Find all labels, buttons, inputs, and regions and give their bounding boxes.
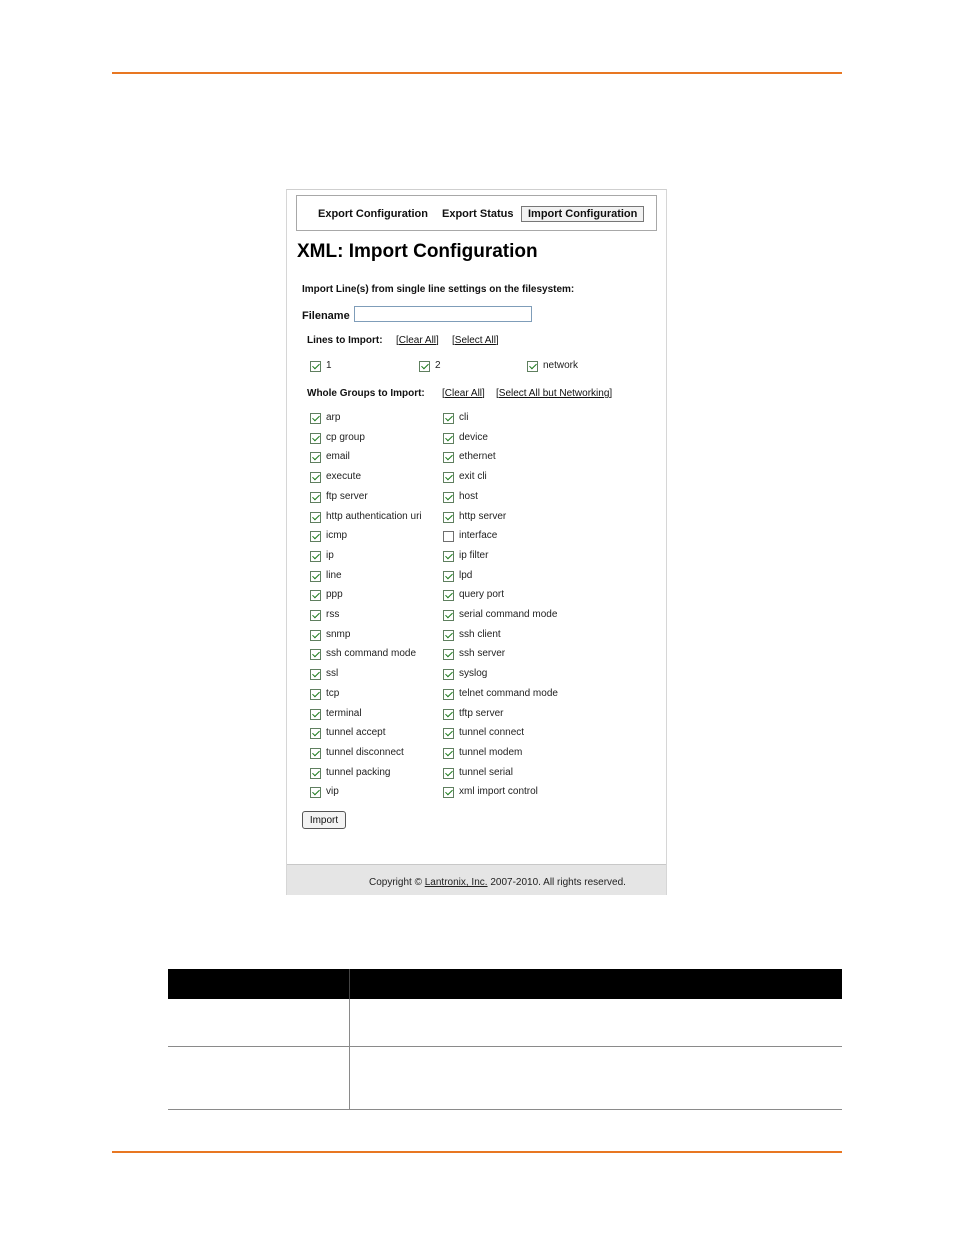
line-network-label: network (543, 360, 579, 371)
group-exit-cli-label: exit cli (459, 471, 487, 483)
table-bottom-border (168, 1109, 842, 1110)
group-icmp-label: icmp (326, 530, 348, 542)
line-2-label: 2 (435, 360, 441, 371)
group-ssl-label: ssl (326, 668, 339, 680)
group-vip-checkbox[interactable] (310, 787, 321, 798)
group-tunnel-connect-checkbox[interactable] (443, 728, 454, 739)
table-column-divider (349, 999, 350, 1110)
lantronix-link[interactable]: Lantronix, Inc. (424, 877, 488, 888)
group-ftp-server-checkbox[interactable] (310, 492, 321, 503)
group-ip-checkbox[interactable] (310, 551, 321, 562)
group-tunnel-modem-label: tunnel modem (459, 746, 523, 758)
group-http-server-checkbox[interactable] (443, 512, 454, 523)
group-execute-checkbox[interactable] (310, 472, 321, 483)
group-host-label: host (459, 490, 478, 502)
group-ssh-command-mode-checkbox[interactable] (310, 649, 321, 660)
group-xml-import-control-label: xml import control (459, 786, 538, 798)
group-ppp-checkbox[interactable] (310, 590, 321, 601)
bottom-orange-rule (112, 1151, 842, 1153)
table-header-row (168, 969, 842, 999)
line-1-label: 1 (326, 360, 332, 371)
lines-clear-all-link[interactable]: [Clear All] (396, 335, 439, 346)
group-ssh-client-label: ssh client (459, 628, 501, 640)
group-arp-checkbox[interactable] (310, 413, 321, 424)
group-cp-group-label: cp group (326, 431, 365, 443)
footer (287, 864, 667, 895)
tab-import-configuration[interactable]: Import Configuration (521, 206, 644, 222)
group-cli-label: cli (459, 412, 469, 423)
group-rss-checkbox[interactable] (310, 610, 321, 621)
group-http-server-label: http server (459, 510, 507, 522)
group-tunnel-serial-label: tunnel serial (459, 766, 513, 778)
group-http-authentication-uri-checkbox[interactable] (310, 512, 321, 523)
line-network-checkbox[interactable] (527, 361, 538, 372)
group-tunnel-connect-label: tunnel connect (459, 727, 525, 739)
group-tunnel-accept-label: tunnel accept (326, 727, 386, 739)
group-tunnel-serial-checkbox[interactable] (443, 768, 454, 779)
group-interface-label: interface (459, 530, 498, 542)
group-tcp-label: tcp (326, 687, 340, 699)
group-syslog-label: syslog (459, 668, 488, 680)
group-cp-group-checkbox[interactable] (310, 433, 321, 444)
group-arp-label: arp (326, 412, 341, 423)
group-ssh-command-mode-label: ssh command mode (326, 648, 417, 660)
import-config-screenshot (286, 189, 667, 895)
group-ssh-server-label: ssh server (459, 648, 506, 660)
group-lpd-label: lpd (459, 569, 473, 581)
group-serial-command-mode-label: serial command mode (459, 609, 558, 620)
group-tunnel-disconnect-label: tunnel disconnect (326, 746, 404, 758)
import-button[interactable]: Import (302, 811, 346, 829)
group-serial-command-mode-checkbox[interactable] (443, 610, 454, 621)
group-exit-cli-checkbox[interactable] (443, 472, 454, 483)
tab-export-status[interactable]: Export Status (442, 208, 514, 220)
line-2-checkbox[interactable] (419, 361, 430, 372)
group-line-label: line (326, 569, 342, 581)
group-ethernet-label: ethernet (459, 451, 496, 463)
group-tftp-server-label: tftp server (459, 707, 504, 719)
group-snmp-checkbox[interactable] (310, 630, 321, 641)
group-email-checkbox[interactable] (310, 452, 321, 463)
group-tunnel-disconnect-checkbox[interactable] (310, 748, 321, 759)
lines-to-import-label: Lines to Import: (307, 335, 383, 346)
group-ip-label: ip (326, 549, 334, 561)
whole-groups-label: Whole Groups to Import: (307, 388, 425, 399)
top-orange-rule (112, 72, 842, 74)
group-terminal-checkbox[interactable] (310, 709, 321, 720)
line-1-checkbox[interactable] (310, 361, 321, 372)
group-ip-filter-label: ip filter (459, 549, 489, 561)
group-vip-label: vip (326, 786, 339, 798)
group-ethernet-checkbox[interactable] (443, 452, 454, 463)
lines-select-all-link[interactable]: [Select All] (452, 335, 499, 346)
group-tunnel-packing-checkbox[interactable] (310, 768, 321, 779)
page-title: XML: Import Configuration (297, 241, 538, 262)
group-query-port-label: query port (459, 589, 505, 601)
group-snmp-label: snmp (326, 628, 351, 640)
group-ssh-server-checkbox[interactable] (443, 649, 454, 660)
group-xml-import-control-checkbox[interactable] (443, 787, 454, 798)
group-device-checkbox[interactable] (443, 433, 454, 444)
group-ssl-checkbox[interactable] (310, 669, 321, 680)
group-host-checkbox[interactable] (443, 492, 454, 503)
group-tunnel-modem-checkbox[interactable] (443, 748, 454, 759)
group-tunnel-packing-label: tunnel packing (326, 766, 391, 778)
group-ppp-label: ppp (326, 589, 343, 601)
group-ip-filter-checkbox[interactable] (443, 551, 454, 562)
table-header-divider (349, 969, 350, 999)
group-rss-label: rss (326, 609, 340, 620)
group-cli-checkbox[interactable] (443, 413, 454, 424)
group-terminal-label: terminal (326, 707, 362, 719)
group-execute-label: execute (326, 471, 362, 483)
group-icmp-checkbox[interactable] (310, 531, 321, 542)
group-line-checkbox[interactable] (310, 571, 321, 582)
copyright-text: Copyright © Lantronix, Inc. 2007-2010. All rights reserved. (369, 877, 626, 888)
groups-select-all-but-networking-link[interactable]: [Select All but Networking] (496, 388, 613, 399)
groups-clear-all-link[interactable]: [Clear All] (442, 388, 485, 399)
filename-label: Filename (302, 310, 350, 322)
group-email-label: email (326, 451, 350, 463)
group-http-authentication-uri-label: http authentication uri (326, 510, 422, 522)
filename-input[interactable] (354, 306, 532, 322)
tab-bar (296, 195, 657, 231)
group-interface-checkbox[interactable] (443, 531, 454, 542)
group-ssh-client-checkbox[interactable] (443, 630, 454, 641)
group-tunnel-accept-checkbox[interactable] (310, 728, 321, 739)
group-tftp-server-checkbox[interactable] (443, 709, 454, 720)
group-lpd-checkbox[interactable] (443, 571, 454, 582)
group-query-port-checkbox[interactable] (443, 590, 454, 601)
group-telnet-command-mode-label: telnet command mode (459, 687, 558, 699)
group-syslog-checkbox[interactable] (443, 669, 454, 680)
group-telnet-command-mode-checkbox[interactable] (443, 689, 454, 700)
table-row-divider (168, 1046, 842, 1047)
import-lines-label: Import Line(s) from single line settings on the filesystem: (302, 284, 575, 295)
group-ftp-server-label: ftp server (326, 490, 368, 502)
group-tcp-checkbox[interactable] (310, 689, 321, 700)
group-device-label: device (459, 431, 488, 443)
tab-export-configuration[interactable]: Export Configuration (318, 208, 428, 220)
